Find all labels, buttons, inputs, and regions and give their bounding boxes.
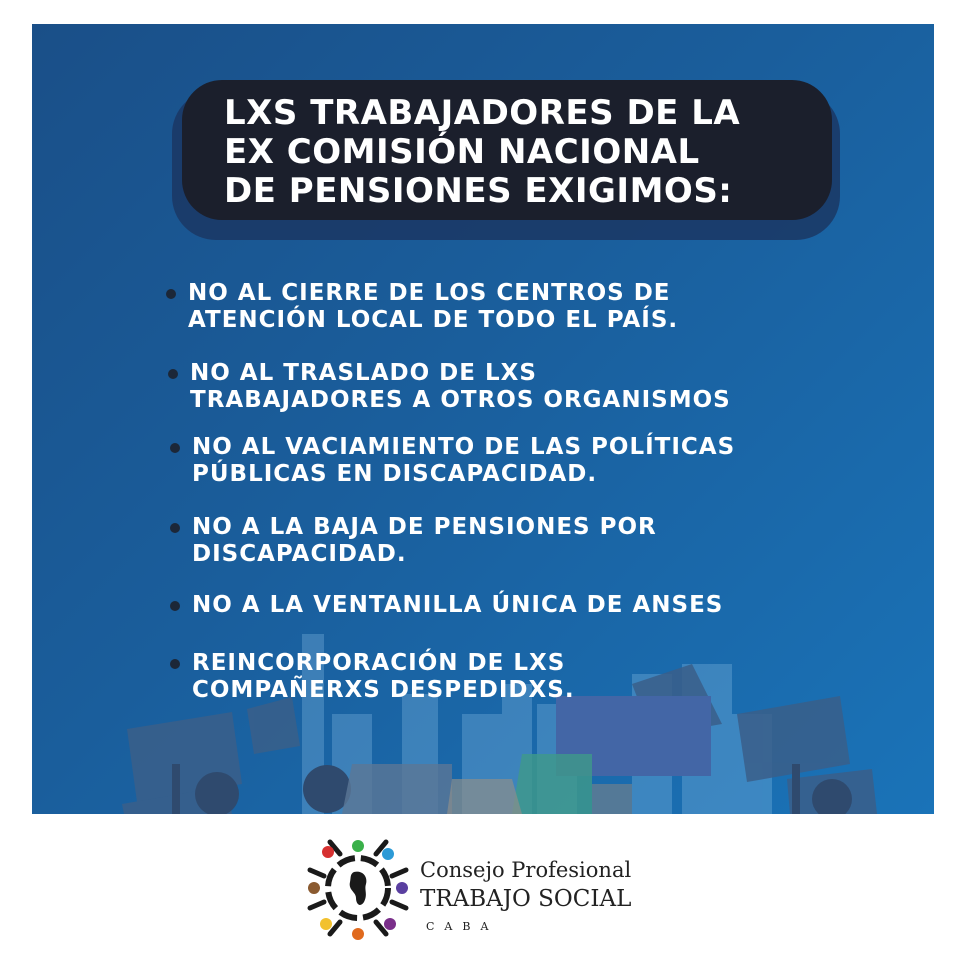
- demand-item: [192, 434, 842, 488]
- bullet-dot-icon: [170, 659, 180, 669]
- demand-text: REINCORPORACIÓN DE LXS COMPAÑERXS DESPEDIDXS.: [192, 650, 575, 703]
- demand-list: [32, 24, 934, 814]
- demand-item: [192, 650, 842, 704]
- demand-item: [192, 592, 842, 619]
- demand-item: [190, 360, 840, 414]
- bullet-dot-icon: [170, 443, 180, 453]
- poster: [32, 24, 934, 814]
- bullet-dot-icon: [166, 289, 176, 299]
- demand-text: NO AL CIERRE DE LOS CENTROS DE ATENCIÓN LOCAL DE TODO EL PAÍS.: [188, 280, 679, 333]
- demand-text: NO AL TRASLADO DE LXS TRABAJADORES A OTROS ORGANISMOS: [190, 360, 731, 413]
- bullet-dot-icon: [170, 601, 180, 611]
- bullet-dot-icon: [168, 369, 178, 379]
- logo-line-1: Consejo Profesional: [420, 858, 632, 882]
- logo-line-2: TRABAJO SOCIAL: [420, 886, 632, 912]
- bullet-dot-icon: [170, 523, 180, 533]
- demand-text: NO A LA BAJA DE PENSIONES POR DISCAPACIDAD.: [192, 514, 657, 567]
- demand-text: NO A LA VENTANILLA ÚNICA DE ANSES: [192, 592, 724, 618]
- logo-line-3: CABA: [426, 920, 499, 933]
- organization-logo: [302, 832, 682, 944]
- demand-text: NO AL VACIAMIENTO DE LAS POLÍTICAS PÚBLICAS EN DISCAPACIDAD.: [192, 434, 736, 487]
- headline: LXS TRABAJADORES DE LA EX COMISIÓN NACIONAL DE PENSIONES EXIGIMOS:: [224, 93, 741, 211]
- people-circle-globe-logo: [302, 832, 414, 944]
- demand-item: [188, 280, 838, 334]
- demand-item: [192, 514, 842, 568]
